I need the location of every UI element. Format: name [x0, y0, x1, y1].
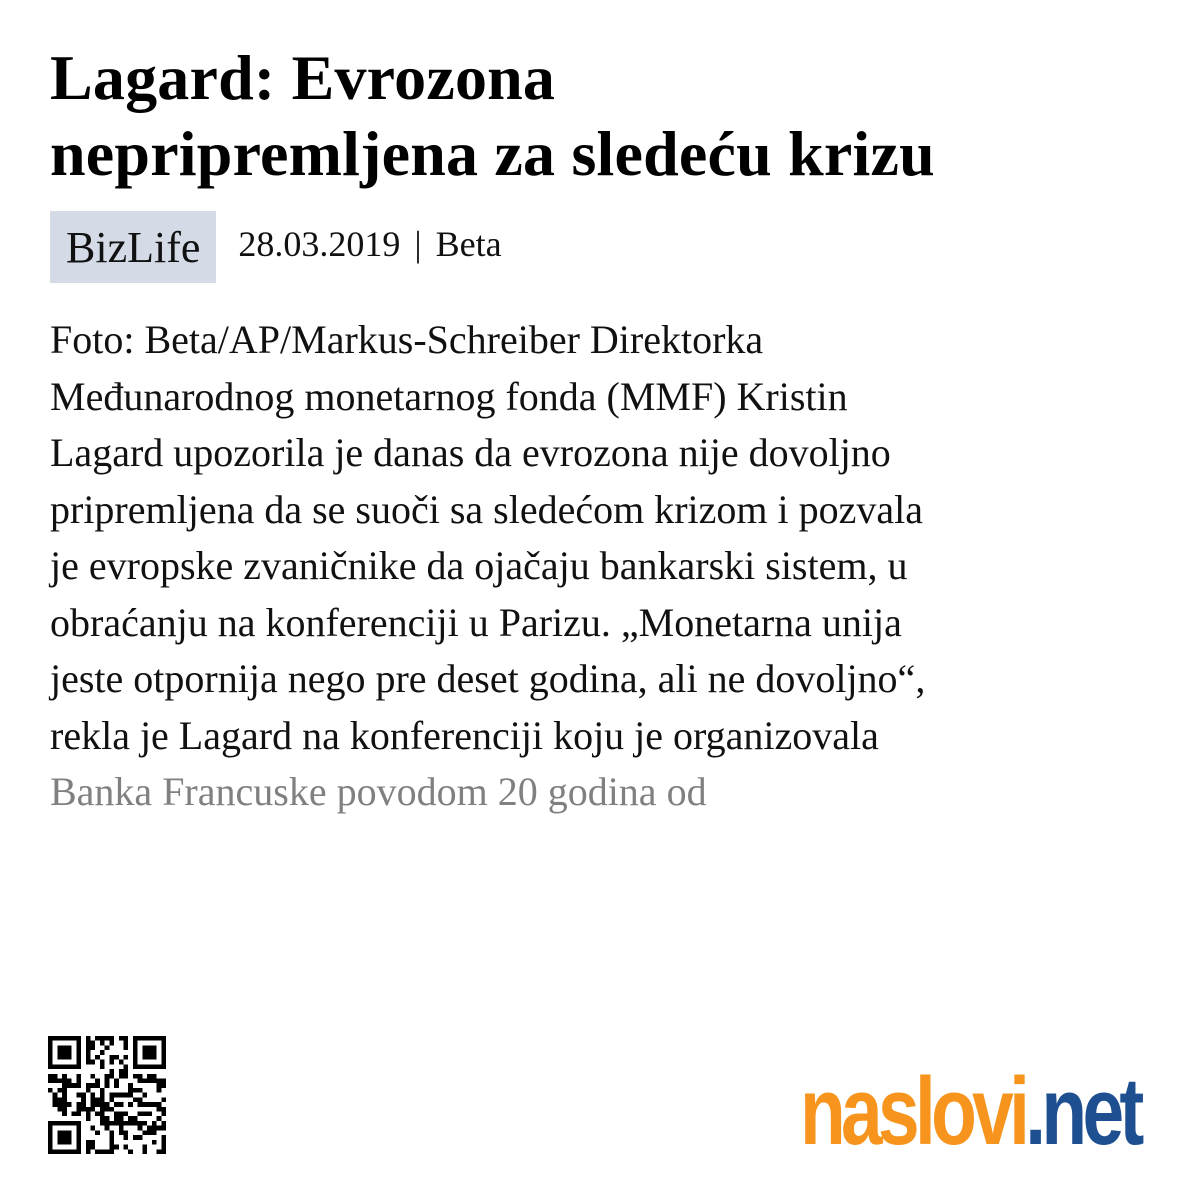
article-meta: [50, 211, 502, 283]
body-line: Foto: Beta/AP/Markus-Schreiber Direktorka: [50, 317, 764, 362]
body-line-faded: Banka Francuske povodom 20 godina od: [50, 769, 707, 814]
meta-separator: |: [414, 224, 422, 264]
logo-text-net: .net: [1025, 1058, 1140, 1165]
source-badge[interactable]: BizLife: [50, 211, 216, 283]
naslovi-logo[interactable]: [800, 1058, 1140, 1165]
body-line: Međunarodnog monetarnog fonda (MMF) Kristin: [50, 373, 848, 419]
article-title: [50, 40, 1160, 192]
body-line: rekla je Lagard na konferenciji koju je organizovala: [50, 712, 879, 758]
logo-text-naslovi: naslovi: [800, 1058, 1026, 1165]
body-line: Lagard upozorila je danas da evrozona nije dovoljno: [50, 430, 891, 475]
article-body: [50, 312, 1150, 821]
body-line: jeste otpornija nego pre deset godina, ali ne dovoljno“,: [50, 656, 926, 701]
qr-code-icon[interactable]: [48, 1036, 166, 1154]
meta-info: [238, 223, 501, 265]
body-line: je evropske zvaničnike da ojačaju bankarski sistem, u: [50, 543, 908, 588]
body-line: obraćanju na konferenciji u Parizu. „Monetarna unija: [50, 599, 902, 645]
title-line-1: Lagard: Evrozona: [50, 42, 556, 113]
publish-date: 28.03.2019: [238, 224, 401, 264]
body-line: pripremljena da se suoči sa sledećom krizom i pozvala: [50, 486, 924, 532]
agency-name: Beta: [435, 224, 502, 264]
title-line-2: nepripremljena za sledeću krizu: [50, 118, 935, 189]
